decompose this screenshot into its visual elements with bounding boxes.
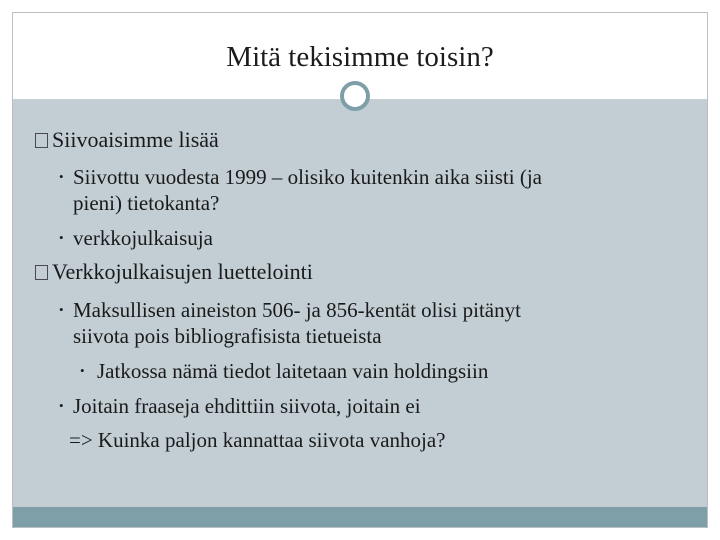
bullet-item-level2: Siivottu vuodesta 1999 – olisiko kuitenkin aika siisti (ja (73, 165, 542, 189)
bullet-icon: • (59, 398, 64, 413)
slide-title: Mitä tekisimme toisin? (226, 41, 494, 73)
bullet-icon: • (59, 230, 64, 245)
bullet-item-level2: Joitain fraaseja ehdittiin siivota, joitain ei (73, 394, 421, 418)
bullet-icon: • (59, 169, 64, 184)
bullet-item-continuation: => Kuinka paljon kannattaa siivota vanhoja? (69, 428, 446, 452)
bullet-icon: • (59, 302, 64, 317)
bullet-item-continuation: pieni) tietokanta? (73, 191, 220, 215)
bullet-item-level2: verkkojulkaisuja (73, 226, 213, 250)
box-bullet-icon (35, 133, 48, 148)
bullet-item-continuation: siivota pois bibliografisista tietueista (73, 324, 382, 348)
bullet-item-level3: Jatkossa nämä tiedot laitetaan vain holdingsiin (97, 359, 489, 383)
slide (12, 12, 708, 528)
circle-icon (340, 81, 370, 111)
bottom-accent-bar (13, 507, 707, 527)
bullet-item-level2: Maksullisen aineiston 506- ja 856-kentät olisi pitänyt (73, 298, 521, 322)
bullet-item-level1: Verkkojulkaisujen luettelointi (35, 259, 313, 285)
bullet-item-level1: Siivoaisimme lisää (35, 127, 219, 153)
bullet-icon: • (80, 363, 85, 378)
box-bullet-icon (35, 265, 48, 280)
